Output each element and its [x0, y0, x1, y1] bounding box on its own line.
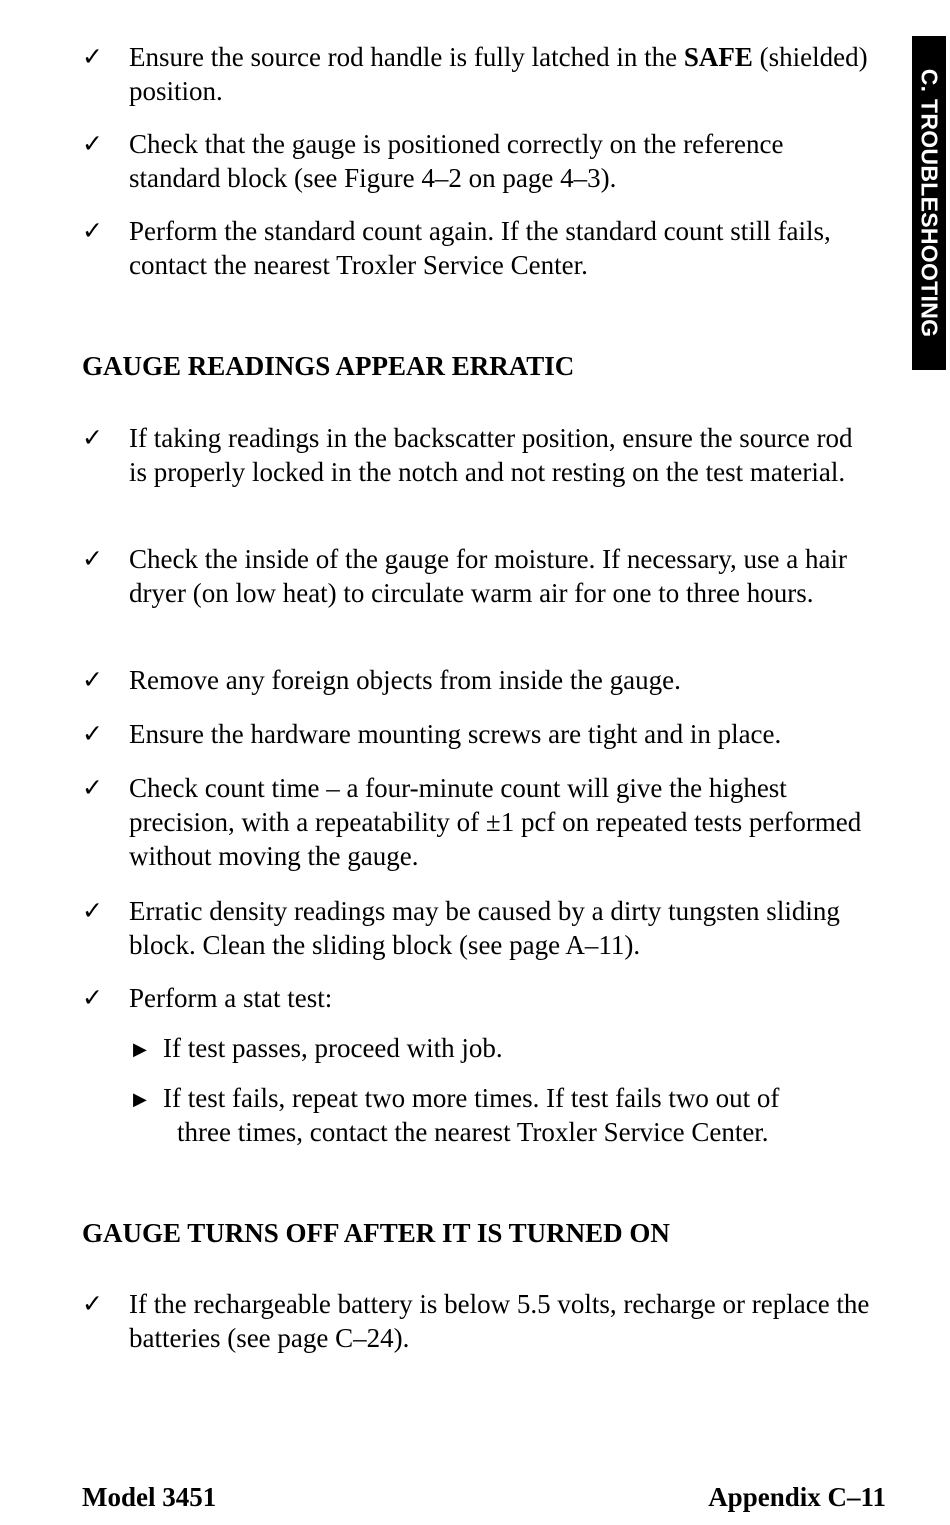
- section-heading: GAUGE READINGS APPEAR ERRATIC: [82, 351, 575, 381]
- checklist-item-text: If the rechargeable battery is below 5.5 volts, recharge or replace the batteries (see page C–24).: [129, 1289, 870, 1353]
- checklist-item-text: Check count time – a four-minute count will give the highest precision, with a repeatability of ±1 pcf on repeated tests performed without moving the gauge.: [129, 773, 862, 871]
- check-icon: ✓: [82, 216, 103, 245]
- check-icon: ✓: [82, 423, 103, 452]
- checklist-item: [82, 663, 872, 697]
- check-icon: ✓: [82, 544, 103, 573]
- side-tab-label: C. TROUBLESHOOTING: [916, 68, 943, 338]
- section-heading: GAUGE TURNS OFF AFTER IT IS TURNED ON: [82, 1218, 670, 1248]
- checklist-item-text: Erratic density readings may be caused by a dirty tungsten sliding block. Clean the sliding block (see page A–11).: [129, 896, 840, 960]
- checklist-item: [82, 1287, 872, 1355]
- checklist-item: [82, 421, 872, 489]
- check-icon: ✓: [82, 719, 103, 748]
- checklist-item: [82, 214, 872, 282]
- checklist-item: [82, 127, 872, 195]
- check-icon: ✓: [82, 1289, 103, 1318]
- section-side-tab: [912, 36, 946, 370]
- checklist-item-text: Ensure the hardware mounting screws are tight and in place.: [129, 719, 782, 749]
- checklist-item: [82, 40, 872, 108]
- check-icon: ✓: [82, 896, 103, 925]
- checklist-item-text: If taking readings in the backscatter position, ensure the source rod is properly locked in the notch and not resting on the test material.: [129, 423, 853, 487]
- checklist-item: [82, 717, 872, 751]
- checklist-item-text: Perform the standard count again. If the standard count still fails, contact the nearest Troxler Service Center.: [129, 216, 831, 280]
- checklist-item-text: Check the inside of the gauge for moisture. If necessary, use a hair dryer (on low heat) to circulate warm air for one to three hours.: [129, 544, 847, 608]
- check-icon: ✓: [82, 773, 103, 802]
- check-icon: ✓: [82, 129, 103, 158]
- sub-list-item: [133, 1031, 853, 1065]
- check-icon: ✓: [82, 42, 103, 71]
- checklist-item-text: Remove any foreign objects from inside the gauge.: [129, 665, 681, 695]
- sub-list-line: If test fails, repeat two more times. If test fails two out of: [163, 1083, 780, 1113]
- checklist-item-text: [129, 40, 871, 108]
- footer-page-number: Appendix C–11: [708, 1482, 886, 1512]
- item-text-part: (shielded) position.: [129, 42, 868, 106]
- footer-model: Model 3451: [82, 1482, 217, 1512]
- triangle-bullet-icon: ▶: [133, 1089, 147, 1110]
- checklist-item-text: Check that the gauge is positioned correctly on the reference standard block (see Figure 4–2 on page 4–3).: [129, 129, 784, 193]
- sub-list-item-text: If test passes, proceed with job.: [163, 1033, 503, 1063]
- checklist-item: [82, 771, 872, 873]
- triangle-bullet-icon: ▶: [133, 1039, 147, 1060]
- check-icon: ✓: [82, 665, 103, 694]
- checklist-item: [82, 894, 872, 962]
- item-text-part: Ensure the source rod handle is fully latched in the: [129, 42, 684, 72]
- checklist-item: [82, 542, 872, 610]
- checklist-item: [82, 981, 872, 1015]
- check-icon: ✓: [82, 983, 103, 1012]
- sub-list-item: [133, 1081, 853, 1149]
- sub-list-line: three times, contact the nearest Troxler Service Center.: [177, 1117, 769, 1147]
- checklist-item-text: Perform a stat test:: [129, 983, 333, 1013]
- safe-keyword: SAFE: [683, 42, 753, 72]
- sub-list-item-text: [163, 1081, 853, 1149]
